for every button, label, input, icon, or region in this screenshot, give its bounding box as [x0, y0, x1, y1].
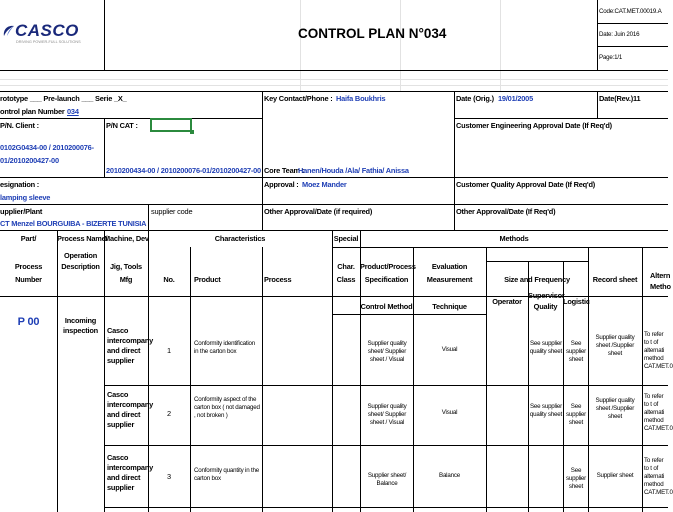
row-1-logistic: See supplier sheet	[565, 340, 587, 363]
supplier-code-label: supplier code	[151, 207, 193, 216]
control-plan-number-label: ontrol plan Number	[0, 107, 65, 116]
key-contact-value: Haifa Boukhris	[336, 94, 386, 103]
row-3-alternative: To refer to t of alternati method CAT.MET.0	[644, 457, 673, 496]
process-name-1: Incoming	[64, 316, 97, 325]
col-part-3: Number	[15, 275, 42, 284]
process-number: P 00	[17, 316, 40, 328]
selected-cell[interactable]	[150, 118, 192, 132]
row-1-record: Supplier quality sheet /Supplier sheet	[595, 334, 635, 357]
col-part: Part/	[20, 234, 37, 243]
row-1-no: 1	[167, 346, 171, 355]
col-process-name-3: Description	[61, 262, 100, 271]
row-1-spec: Supplier quality sheet/ Supplier sheet / Visual	[367, 340, 407, 363]
designation-value: lamping sleeve	[0, 193, 51, 202]
row-1-product: Conformity identification in the carton box	[194, 340, 256, 355]
pn-cat-label: P/N CAT :	[106, 121, 138, 130]
col-spec-1: Product/Process	[360, 262, 416, 271]
row-3-record: Supplier sheet	[596, 472, 634, 479]
row-2-logistic: See supplier sheet	[565, 403, 587, 426]
date-orig-label: Date (Orig.)	[456, 94, 494, 103]
other-approval-2: Other Approval/Date (If Req'd)	[456, 207, 556, 216]
date-rev-label: Date(Rev.)11	[599, 94, 641, 103]
col-spec-2: Specification	[364, 275, 409, 284]
row-2-product: Conformity aspect of the carton box ( not damaged , not broken )	[194, 396, 260, 419]
core-team-value: Hanen/Houda /Ala/ Fathia/ Anissa	[298, 166, 409, 175]
col-product: Product	[194, 275, 221, 284]
casco-swoosh-icon	[2, 24, 16, 38]
col-special-1: Special	[333, 234, 359, 243]
col-logistic: Logistic	[563, 297, 590, 306]
col-part-2: Process	[14, 262, 43, 271]
approval-label: Approval :	[264, 180, 299, 189]
doc-page: Page:1/1	[599, 54, 623, 61]
col-alternative-2: Metho	[650, 282, 671, 291]
company-tagline: DRIVING POWER-FULL SOLUTIONS	[16, 40, 81, 44]
row-2-machine: Casco intercompany and direct supplier	[107, 390, 154, 429]
col-characteristics: Characteristics	[214, 234, 266, 243]
control-plan-number-value: 034	[67, 107, 79, 116]
col-special-3: Class	[336, 275, 356, 284]
col-size-frequency: Size and Frequency	[504, 275, 570, 284]
row-3-logistic: See supplier sheet	[565, 467, 587, 490]
row-3-product: Conformity quantity in the carton box	[194, 467, 259, 482]
row-3-spec: Supplier sheet/ Balance	[367, 472, 407, 487]
row-1-machine: Casco intercompany and direct supplier	[107, 326, 154, 365]
date-orig-value: 19/01/2005	[498, 94, 533, 103]
col-process: Process	[264, 275, 292, 284]
pn-client-label: P/N. Client :	[0, 121, 39, 130]
col-process-name-1: Process Name/	[57, 234, 108, 243]
doc-code: Code:CAT.MET.00019.A	[599, 8, 662, 15]
pn-cat-value: 2010200434-00 / 2010200076-01/2010200427-00	[106, 166, 261, 175]
process-name-2: inspection	[63, 326, 98, 335]
col-technique: Technique	[432, 302, 467, 311]
approval-value: Moez Mander	[302, 180, 347, 189]
col-alternative-1: Altern	[650, 271, 671, 280]
supplier-plant-label: upplier/Plant	[0, 207, 43, 216]
row-3-technique: Balance	[439, 472, 460, 479]
core-team-label: Core Team :	[264, 166, 304, 175]
col-no: No.	[163, 275, 175, 284]
row-1-supervisor: See supplier quality sheet	[529, 340, 563, 355]
col-special-2: Char.	[337, 262, 355, 271]
row-2-alternative: To refer to t of alternati method CAT.MET.0	[644, 393, 673, 432]
pn-client-value-1: 0102G0434-00 / 2010200076-	[0, 143, 94, 152]
customer-engineering-approval: Customer Engineering Approval Date (If Req'd)	[456, 121, 612, 130]
col-supervisor-2: Quality	[533, 302, 558, 311]
col-machine-3: Mfg	[119, 275, 133, 284]
customer-quality-approval: Customer Quality Approval Date (If Req'd)	[456, 180, 596, 189]
col-operator: Operator	[492, 297, 522, 306]
col-eval-2: Measurement	[426, 275, 473, 284]
row-3-machine: Casco intercompany and direct supplier	[107, 453, 154, 492]
col-methods: Methods	[499, 234, 529, 243]
row-2-spec: Supplier quality sheet/ Supplier sheet / Visual	[367, 403, 407, 426]
row-2-no: 2	[167, 409, 171, 418]
row-1-alternative: To refer to t of alternati method CAT.MET.0	[644, 331, 673, 370]
key-contact-label: Key Contact/Phone :	[264, 94, 333, 103]
supplier-plant-value: CT Menzel BOURGUIBA - BIZERTE TUNISIA	[0, 219, 147, 228]
other-approval-1: Other Approval/Date (if required)	[264, 207, 373, 216]
col-eval-1: Evaluation	[431, 262, 468, 271]
designation-label: esignation :	[0, 180, 40, 189]
page-title: CONTROL PLAN N°034	[298, 26, 447, 41]
row-2-technique: Visual	[441, 409, 458, 416]
doc-date: Date: Juin 2016	[599, 31, 640, 38]
col-machine-2: Jig, Tools	[110, 262, 142, 271]
col-machine-1: Machine, Dev	[104, 234, 149, 243]
row-3-no: 3	[167, 472, 171, 481]
row-2-supervisor: See supplier quality sheet	[529, 403, 563, 418]
col-process-name-2: Operation	[63, 251, 98, 260]
row-1-technique: Visual	[441, 346, 458, 353]
company-name: CASCO	[15, 21, 79, 40]
col-control-method: Control Method	[360, 302, 413, 311]
production-stage: rototype ___ Pre-launch ___ Serie _X_	[0, 94, 127, 103]
pn-client-value-2: 01/2010200427-00	[0, 156, 59, 165]
col-supervisor-1: Supervisor	[528, 291, 565, 300]
row-2-record: Supplier quality sheet /Supplier sheet	[595, 397, 635, 420]
col-record-sheet: Record sheet	[592, 275, 638, 284]
